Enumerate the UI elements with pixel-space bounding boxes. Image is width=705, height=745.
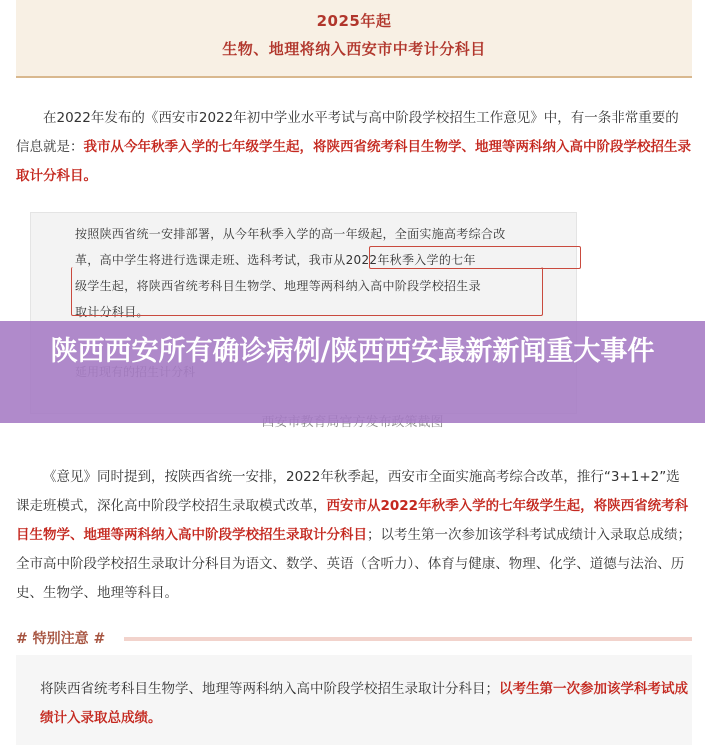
opinion-paragraph: [16, 463, 692, 608]
notice-plain: 将陕西省统考科目生物学、地理等两科纳入高中阶段学校招生录取计分科目；: [40, 681, 499, 697]
special-notice-bar: [124, 637, 692, 641]
intro-mid: 中，有一条非常重要的信息就是：: [16, 110, 679, 155]
intro-lead: 在2022年发布的: [43, 110, 145, 126]
screenshot-line-2: 革，高中学生将进行选课走班、选科考试，我市从2022年秋季入学的七年: [75, 253, 476, 267]
screenshot-boxed-text: 我市从2022年秋季入学的七年: [308, 253, 476, 267]
header-title-year: 2025年起: [316, 12, 392, 30]
opinion-text-a: 《意见》同时提到，按陕西省统一安排，2022年秋季起，西安市全面实施高考综合改革，推行“3+1+2”选课走班模式，深化高中阶段学校招生录取模式改革，: [16, 469, 680, 514]
screenshot-line-1: 按照陕西省统一安排部署，从今年秋季入学的高一年级起，全面实施高考综合改: [75, 227, 506, 241]
intro-highlight: 我市从今年秋季入学的七年级学生起，将陕西省统考科目生物学、地理等两科纳入高中阶段学校招生录取计分科目。: [16, 139, 691, 184]
screenshot-highlight-box-2: [71, 267, 543, 316]
screenshot-line-4: 取计分科目。: [75, 305, 149, 319]
intro-paragraph: [16, 104, 692, 191]
screenshot-highlight-box: [369, 246, 581, 269]
screenshot-line-3: 级学生起，将陕西省统考科目生物学、地理等两科纳入高中阶段学校招生录: [75, 279, 481, 293]
overlay-title: 陕西西安所有确诊病例/陕西西安最新新闻重大事件: [50, 336, 655, 367]
header-title-subject: 生物、地理将纳入西安市中考计分科目: [222, 40, 486, 58]
notice-text: [40, 675, 690, 733]
notice-box: [16, 655, 692, 745]
header-banner: [16, 0, 692, 76]
notice-highlight: 以考生第一次参加该学科考试成绩计入录取总成绩。: [40, 681, 688, 726]
header-divider: [16, 76, 692, 78]
doc-title-link[interactable]: 《西安市2022年初中学业水平考试与高中阶段学校招生工作意见》: [144, 110, 544, 126]
title-overlay-banner: [0, 321, 705, 423]
opinion-text-b: ；以考生第一次参加该学科考试成绩计入录取总成绩；全市高中阶段学校招生录取计分科目为语文、数学、英语（含听力）、体育与健康、物理、化学、道德与法治、历史、生物学、地理等科目。: [16, 527, 691, 601]
opinion-highlight: 西安市从2022年秋季入学的七年级学生起，将陕西省统考科目生物学、地理等两科纳入高中阶段学校招生录取计分科目: [16, 498, 689, 543]
special-notice-title: # 特别注意 #: [16, 631, 106, 647]
special-notice-heading: [16, 628, 692, 650]
